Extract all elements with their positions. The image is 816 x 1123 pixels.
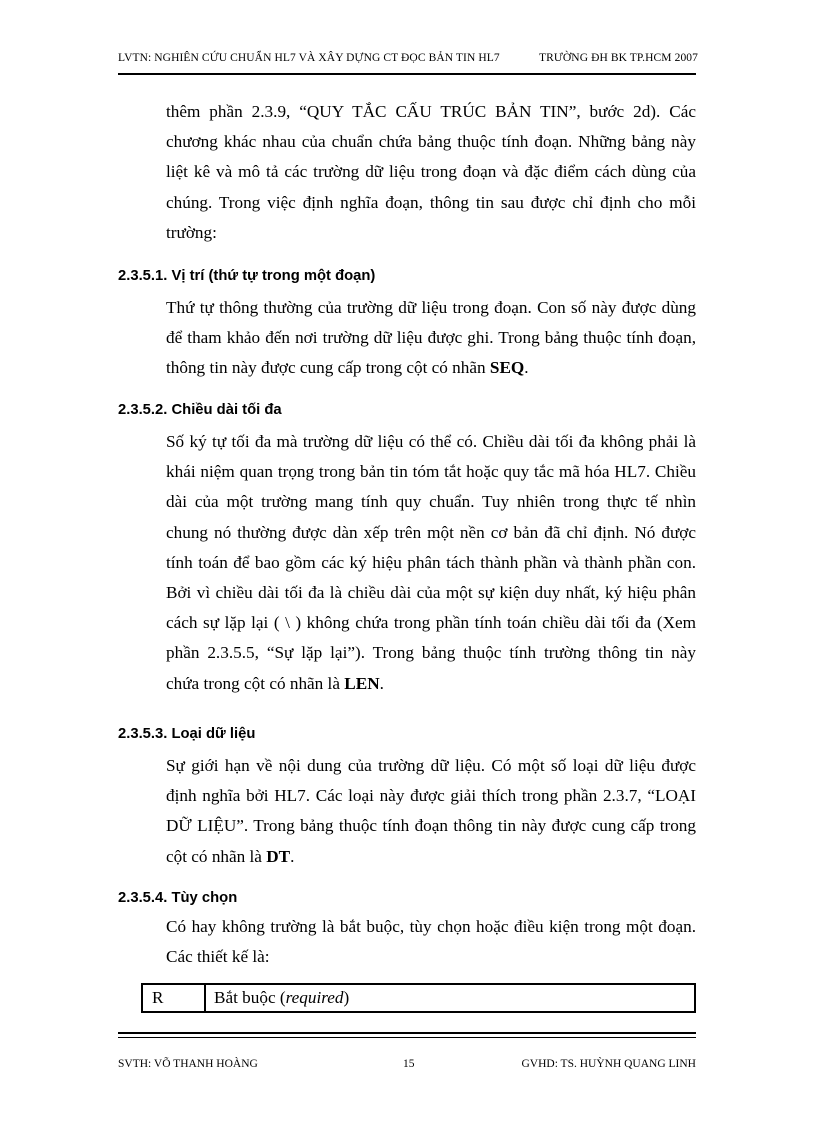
- text-line: khái niệm quan trọng trong bản tin tóm tắt hoặc quy tắc mã hóa HL7. Chiều: [166, 462, 696, 482]
- text-line: tính toán để bao gồm các ký hiệu phân tách thành phần và thành phần con.: [166, 552, 696, 572]
- header-university: TRƯỜNG ĐH BK TP.HCM 2007: [538, 52, 698, 64]
- option-description-cell: Bắt buộc (required): [214, 988, 350, 1007]
- text-line: phần 2.3.5.5, “Sự lặp lại”). Trong bảng thuộc tính trường thông tin này: [166, 643, 696, 663]
- text-line: cách sự lặp lại ( \ ) không chứa trong phần tính toán chiều dài tối đa (Xem: [166, 613, 696, 633]
- running-header: [118, 52, 698, 64]
- footer-student: SVTH: VÕ THANH HOÀNG: [118, 1058, 258, 1070]
- text-line: Bởi vì chiều dài tối đa là chiều dài của một sự kiện duy nhất, ký hiệu phân: [166, 583, 696, 603]
- bold-term: DT: [266, 846, 291, 866]
- section-heading: 2.3.5.2. Chiều dài tối đa: [118, 402, 282, 418]
- text-line: Số ký tự tối đa mà trường dữ liệu có thể có. Chiều dài tối đa không phải là: [166, 432, 696, 451]
- option-code-cell: R: [143, 985, 206, 1011]
- text-line: thông tin này được cung cấp trong cột có nhãn SEQ.: [166, 358, 529, 378]
- section-paragraph: [166, 427, 696, 699]
- text-line: để tham khảo đến nơi trường dữ liệu được ghi. Trong bảng thuộc tính đoạn,: [166, 328, 696, 348]
- text-line: thêm phần 2.3.9, “QUY TẮC CẤU TRÚC BẢN TIN”, bước 2d). Các: [166, 102, 696, 121]
- text-line: chung nó thường được dàn xếp trên một nền cơ bản đã chỉ định. Nó được: [166, 522, 696, 542]
- text-line: chứa trong cột có nhãn là LEN.: [166, 673, 384, 693]
- footer-advisor: GVHD: TS. HUỲNH QUANG LINH: [521, 1058, 696, 1070]
- text-line: trường:: [166, 222, 217, 242]
- section-paragraph: [166, 912, 696, 972]
- section-heading: 2.3.5.1. Vị trí (thứ tự trong một đoạn): [118, 268, 376, 284]
- bold-term: LEN: [344, 673, 380, 693]
- text-line: Có hay không trường là bắt buộc, tùy chọn hoặc điều kiện trong một đoạn.: [166, 917, 696, 936]
- text-line: Các thiết kế là:: [166, 947, 270, 967]
- optionality-table-row: [141, 983, 696, 1013]
- italic-term: required: [285, 988, 344, 1007]
- text-line: Sự giới hạn về nội dung của trường dữ liệu. Có một số loại dữ liệu được: [166, 756, 696, 775]
- text-line: liệt kê và mô tả các trường dữ liệu trong đoạn và đặc điểm cách dùng của: [166, 162, 696, 182]
- header-thesis-title: LVTN: NGHIÊN CỨU CHUẨN HL7 VÀ XÂY DỰNG CT ĐỌC BẢN TIN HL7: [118, 52, 500, 64]
- footer-rule-thin: [118, 1037, 696, 1038]
- section-heading: 2.3.5.3. Loại dữ liệu: [118, 726, 256, 742]
- section-paragraph: [166, 293, 696, 384]
- text-line: Thứ tự thông thường của trường dữ liệu trong đoạn. Con số này được dùng: [166, 298, 696, 317]
- text-line: DỮ LIỆU”. Trong bảng thuộc tính đoạn thông tin này được cung cấp trong: [166, 816, 696, 836]
- footer-rule-thick: [118, 1032, 696, 1034]
- bold-term: SEQ: [489, 358, 525, 378]
- text-line: cột có nhãn là DT.: [166, 846, 295, 866]
- text-line: dài của một trường mang tính quy chuẩn. Tuy nhiên trong thực tế nhìn: [166, 492, 696, 512]
- text-line: chúng. Trong việc định nghĩa đoạn, thông tin sau được chỉ định cho mỗi: [166, 192, 696, 212]
- section-heading: 2.3.5.4. Tùy chọn: [118, 890, 238, 906]
- page-number: 15: [403, 1058, 415, 1070]
- section-paragraph: [166, 751, 696, 872]
- header-rule: [118, 73, 696, 75]
- text-line: định nghĩa bởi HL7. Các loại này được giải thích trong phần 2.3.7, “LOẠI: [166, 786, 696, 806]
- text-line: chương khác nhau của chuẩn chứa bảng thuộc tính đoạn. Những bảng này: [166, 132, 696, 152]
- intro-paragraph: [166, 97, 696, 248]
